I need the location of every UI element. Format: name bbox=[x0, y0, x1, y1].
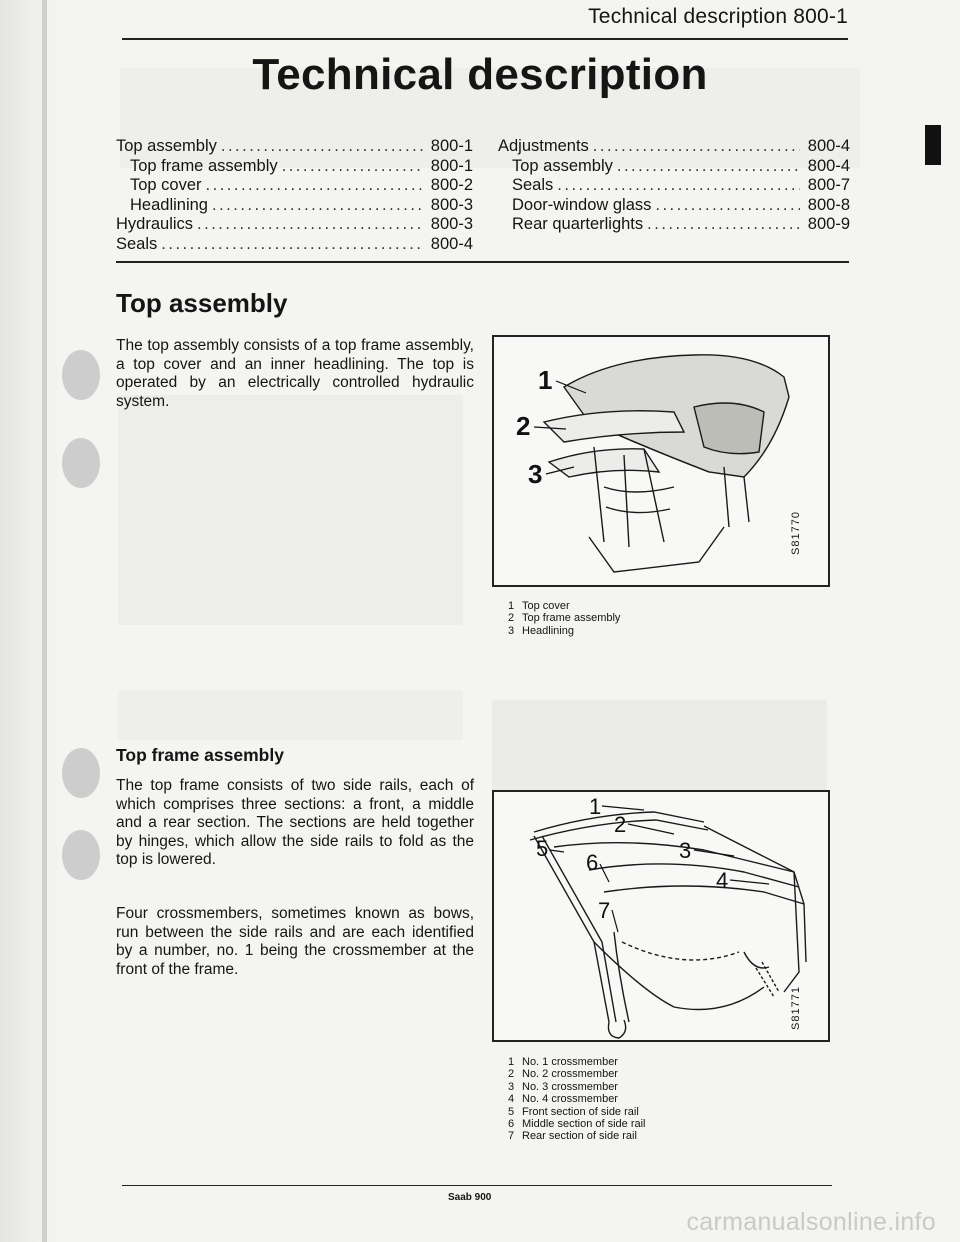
legend-item bbox=[508, 612, 620, 624]
legend-item bbox=[508, 625, 620, 637]
section-heading-top-assembly: Top assembly bbox=[116, 288, 288, 318]
toc-entry bbox=[498, 137, 850, 157]
punch-hole bbox=[62, 438, 100, 488]
legend-text: Headlining bbox=[522, 624, 574, 637]
figure1-code: S81770 bbox=[789, 511, 802, 555]
toc-leader-dots bbox=[212, 196, 423, 216]
top-assembly-illustration bbox=[494, 337, 828, 585]
toc-entry-label: Top assembly bbox=[116, 137, 217, 155]
toc-entry bbox=[116, 176, 473, 196]
legend-item bbox=[508, 1093, 646, 1105]
figure2-callout-2: 2 bbox=[614, 812, 627, 837]
legend-text: Top cover bbox=[522, 600, 570, 612]
legend-text: Top frame assembly bbox=[522, 612, 621, 625]
legend-number: 3 bbox=[508, 624, 515, 637]
figure2-callout-5: 5 bbox=[536, 836, 549, 861]
toc-entry-label: Top assembly bbox=[512, 156, 613, 175]
legend-text: No. 2 crossmember bbox=[522, 1068, 618, 1081]
punch-hole bbox=[62, 830, 100, 880]
toc-entry-page: 800-4 bbox=[430, 234, 473, 253]
section-rule bbox=[116, 261, 849, 263]
binder-line bbox=[42, 0, 47, 1242]
legend-number: 1 bbox=[508, 1056, 515, 1068]
figure2-callout-7: 7 bbox=[598, 898, 611, 923]
figure1-callout-1: 1 bbox=[538, 365, 553, 395]
toc-entry bbox=[498, 215, 850, 235]
figure1-legend bbox=[508, 600, 620, 637]
toc-leader-dots bbox=[655, 196, 800, 216]
toc-leader-dots bbox=[206, 176, 423, 196]
toc-entry-page: 800-3 bbox=[430, 215, 473, 234]
toc-entry bbox=[116, 196, 473, 216]
toc-entry-label: Seals bbox=[116, 234, 158, 253]
figure-top-assembly bbox=[492, 335, 830, 587]
punch-hole bbox=[62, 350, 100, 400]
top-frame-paragraph-2: Four crossmembers, sometimes known as bows, run between the side rails and are each identified by a number, no. 1 being the crossmember at the front of the frame. bbox=[116, 905, 474, 978]
bleed-through bbox=[118, 395, 463, 625]
figure2-leader bbox=[612, 910, 618, 932]
bleed-through bbox=[492, 700, 827, 790]
legend-number: 4 bbox=[508, 1093, 515, 1106]
toc-entry bbox=[116, 137, 473, 157]
figure2-callout-4: 4 bbox=[716, 868, 729, 893]
toc-leader-dots bbox=[221, 137, 423, 157]
toc-entry-page: 800-1 bbox=[430, 137, 473, 155]
legend-text: Middle section of side rail bbox=[522, 1118, 646, 1131]
toc-left bbox=[116, 137, 473, 255]
toc-leader-dots bbox=[593, 137, 800, 157]
legend-item bbox=[508, 1056, 646, 1068]
legend-text: No. 1 crossmember bbox=[522, 1056, 618, 1068]
toc-entry bbox=[498, 196, 850, 216]
toc-entry bbox=[116, 215, 473, 235]
figure1-callout-3: 3 bbox=[528, 459, 543, 489]
page-title: Technical description bbox=[252, 50, 708, 99]
top-frame-paragraph-1: The top frame consists of two side rails, each of which comprises three sections: a front, a middle and a rear section. The sections are held together by hinges, which allow the side rails to fold as the top is lowered. bbox=[116, 777, 474, 869]
toc-entry-label: Headlining bbox=[130, 195, 208, 214]
toc-entry bbox=[498, 157, 850, 177]
figure-top-frame bbox=[492, 790, 830, 1042]
toc-entry-page: 800-4 bbox=[807, 137, 850, 155]
punch-hole bbox=[62, 748, 100, 798]
legend-number: 6 bbox=[508, 1118, 515, 1131]
watermark: carmanualsonline.info bbox=[686, 1208, 936, 1236]
figure2-callout-1: 1 bbox=[589, 794, 602, 819]
figure2-leader bbox=[550, 850, 564, 852]
legend-item bbox=[508, 1118, 646, 1130]
toc-right bbox=[498, 137, 850, 235]
legend-item bbox=[508, 1068, 646, 1080]
figure2-callout-3: 3 bbox=[679, 838, 692, 863]
toc-entry-label: Rear quarterlights bbox=[512, 215, 644, 234]
toc-leader-dots bbox=[161, 235, 423, 255]
toc-leader-dots bbox=[197, 215, 423, 235]
section-heading-top-frame-assembly: Top frame assembly bbox=[116, 745, 284, 765]
toc-leader-dots bbox=[647, 215, 800, 235]
legend-number: 5 bbox=[508, 1105, 515, 1118]
top-assembly-paragraph: The top assembly consists of a top frame assembly, a top cover and an inner headlining. The top is operated by an electrically controlled hydraulic system. bbox=[116, 337, 474, 410]
legend-number: 1 bbox=[508, 600, 515, 612]
footer-rule bbox=[122, 1185, 832, 1186]
legend-text: No. 3 crossmember bbox=[522, 1080, 618, 1093]
toc-entry-page: 800-4 bbox=[807, 156, 850, 175]
toc-entry-page: 800-8 bbox=[807, 195, 850, 214]
toc-entry-page: 800-9 bbox=[807, 215, 850, 234]
figure2-leader bbox=[694, 850, 734, 856]
toc-entry bbox=[116, 235, 473, 255]
legend-number: 3 bbox=[508, 1080, 515, 1093]
toc-leader-dots bbox=[557, 176, 800, 196]
toc-entry-label: Hydraulics bbox=[116, 215, 194, 234]
binder-edge bbox=[0, 0, 58, 1242]
legend-number: 2 bbox=[508, 612, 515, 625]
running-head: Technical description 800-1 bbox=[588, 5, 848, 28]
toc-leader-dots bbox=[617, 157, 800, 177]
toc-entry-label: Door-window glass bbox=[512, 195, 652, 214]
figure2-leader bbox=[730, 880, 769, 884]
figure2-code: S81771 bbox=[789, 986, 802, 1030]
toc-entry-page: 800-7 bbox=[807, 176, 850, 195]
legend-item bbox=[508, 600, 620, 612]
legend-text: Front section of side rail bbox=[522, 1105, 639, 1118]
legend-text: No. 4 crossmember bbox=[522, 1093, 618, 1106]
toc-entry-page: 800-2 bbox=[430, 176, 473, 195]
legend-number: 2 bbox=[508, 1068, 515, 1081]
top-frame-illustration bbox=[494, 792, 828, 1040]
toc-entry-page: 800-3 bbox=[430, 195, 473, 214]
toc-entry-page: 800-1 bbox=[430, 156, 473, 175]
figure1-callout-2: 2 bbox=[516, 411, 531, 441]
legend-item bbox=[508, 1130, 646, 1142]
legend-text: Rear section of side rail bbox=[522, 1130, 637, 1143]
figure2-leader bbox=[602, 806, 644, 810]
figure2-callout-6: 6 bbox=[586, 850, 599, 875]
toc-entry bbox=[116, 157, 473, 177]
footer-text: Saab 900 bbox=[448, 1192, 492, 1203]
toc-entry bbox=[498, 176, 850, 196]
toc-entry-label: Top cover bbox=[130, 176, 202, 195]
header-rule bbox=[122, 38, 848, 40]
toc-entry-label: Seals bbox=[512, 176, 554, 195]
toc-entry-label: Adjustments bbox=[498, 137, 589, 155]
figure2-leader bbox=[628, 824, 674, 834]
legend-item bbox=[508, 1081, 646, 1093]
legend-number: 7 bbox=[508, 1130, 515, 1143]
figure2-legend bbox=[508, 1056, 646, 1143]
toc-entry-label: Top frame assembly bbox=[130, 156, 278, 175]
toc-leader-dots bbox=[282, 157, 423, 177]
legend-item bbox=[508, 1106, 646, 1118]
section-tab-marker bbox=[925, 125, 941, 165]
bleed-through bbox=[118, 690, 463, 740]
